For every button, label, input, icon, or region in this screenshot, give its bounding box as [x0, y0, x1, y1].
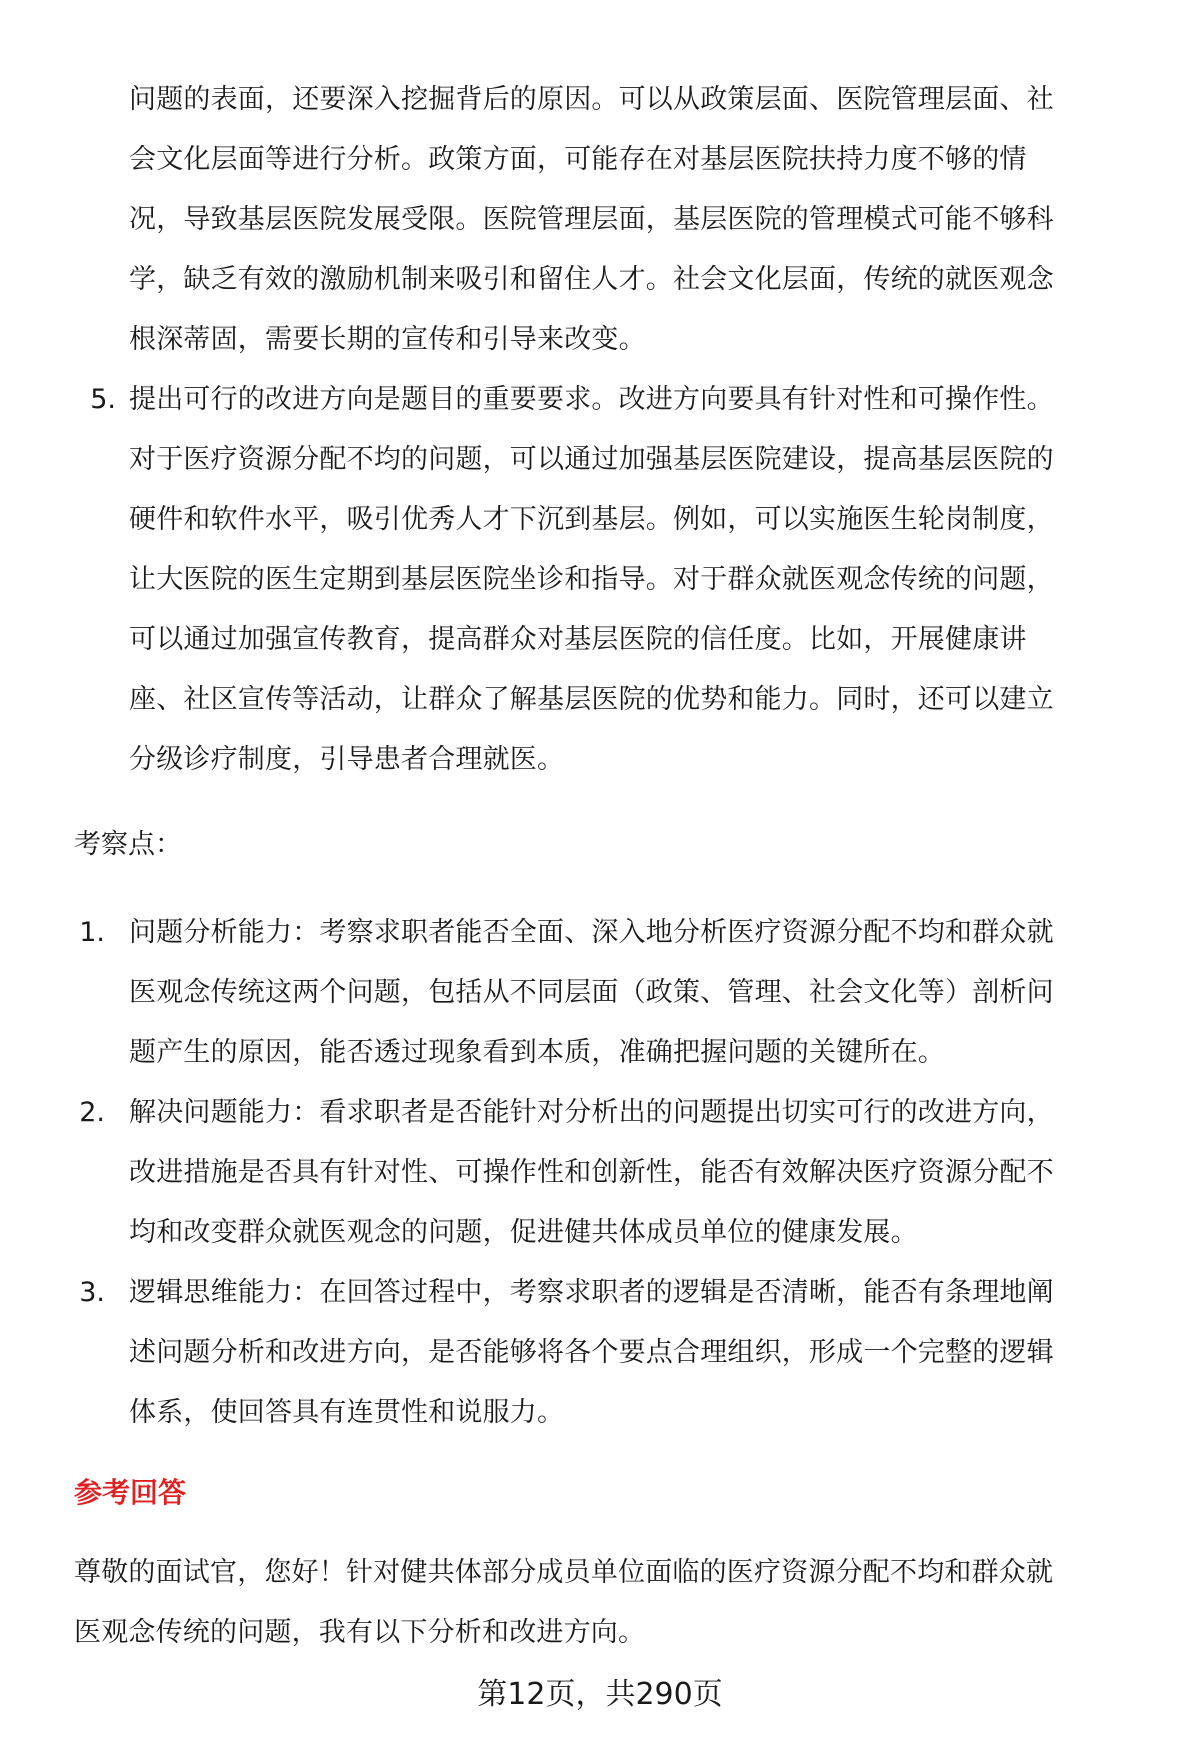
text-line: 分级诊疗制度，引导患者合理就医。: [129, 744, 565, 775]
list-number: 3.: [79, 1277, 105, 1308]
text-line: 医观念传统的问题，我有以下分析和改进方向。: [74, 1617, 646, 1648]
section-heading-points: 考察点：: [74, 829, 182, 860]
text-line: 会文化层面等进行分析。政策方面，可能存在对基层医院扶持力度不够的情: [129, 144, 1027, 175]
list-number: 2.: [79, 1097, 105, 1128]
text-line: 均和改变群众就医观念的问题，促进健共体成员单位的健康发展。: [129, 1217, 918, 1248]
text-line: 尊敬的面试官，您好！针对健共体部分成员单位面临的医疗资源分配不均和群众就: [74, 1557, 1054, 1588]
text-line: 问题分析能力：考察求职者能否全面、深入地分析医疗资源分配不均和群众就: [129, 917, 1054, 948]
text-line: 对于医疗资源分配不均的问题，可以通过加强基层医院建设，提高基层医院的: [129, 444, 1054, 475]
text-line: 问题的表面，还要深入挖掘背后的原因。可以从政策层面、医院管理层面、社: [129, 84, 1054, 115]
text-line: 逻辑思维能力：在回答过程中，考察求职者的逻辑是否清晰，能否有条理地阐: [129, 1277, 1054, 1308]
text-line: 题产生的原因，能否透过现象看到本质，准确把握问题的关键所在。: [129, 1037, 945, 1068]
text-line: 改进措施是否具有针对性、可操作性和创新性，能否有效解决医疗资源分配不: [129, 1157, 1054, 1188]
text-line: 学，缺乏有效的激励机制来吸引和留住人才。社会文化层面，传统的就医观念: [129, 264, 1054, 295]
text-line: 体系，使回答具有连贯性和说服力。: [129, 1397, 565, 1428]
text-line: 提出可行的改进方向是题目的重要要求。改进方向要具有针对性和可操作性。: [129, 384, 1054, 415]
text-line: 让大医院的医生定期到基层医院坐诊和指导。对于群众就医观念传统的问题，: [129, 564, 1054, 595]
text-line: 解决问题能力：看求职者是否能针对分析出的问题提出切实可行的改进方向，: [129, 1097, 1054, 1128]
text-line: 医观念传统这两个问题，包括从不同层面（政策、管理、社会文化等）剖析问: [129, 977, 1054, 1008]
text-line: 可以通过加强宣传教育，提高群众对基层医院的信任度。比如，开展健康讲: [129, 624, 1027, 655]
section-heading-reference: 参考回答: [74, 1476, 187, 1509]
list-number: 1.: [79, 917, 105, 948]
list-number: 5.: [90, 384, 116, 415]
text-line: 况，导致基层医院发展受限。医院管理层面，基层医院的管理模式可能不够科: [129, 204, 1054, 235]
text-line: 硬件和软件水平，吸引优秀人才下沉到基层。例如，可以实施医生轮岗制度，: [129, 504, 1054, 535]
text-line: 座、社区宣传等活动，让群众了解基层医院的优势和能力。同时，还可以建立: [129, 684, 1054, 715]
text-line: 述问题分析和改进方向，是否能够将各个要点合理组织，形成一个完整的逻辑: [129, 1337, 1054, 1368]
text-line: 根深蒂固，需要长期的宣传和引导来改变。: [129, 324, 646, 355]
page-number-footer: 第12页，共290页: [477, 1677, 723, 1712]
